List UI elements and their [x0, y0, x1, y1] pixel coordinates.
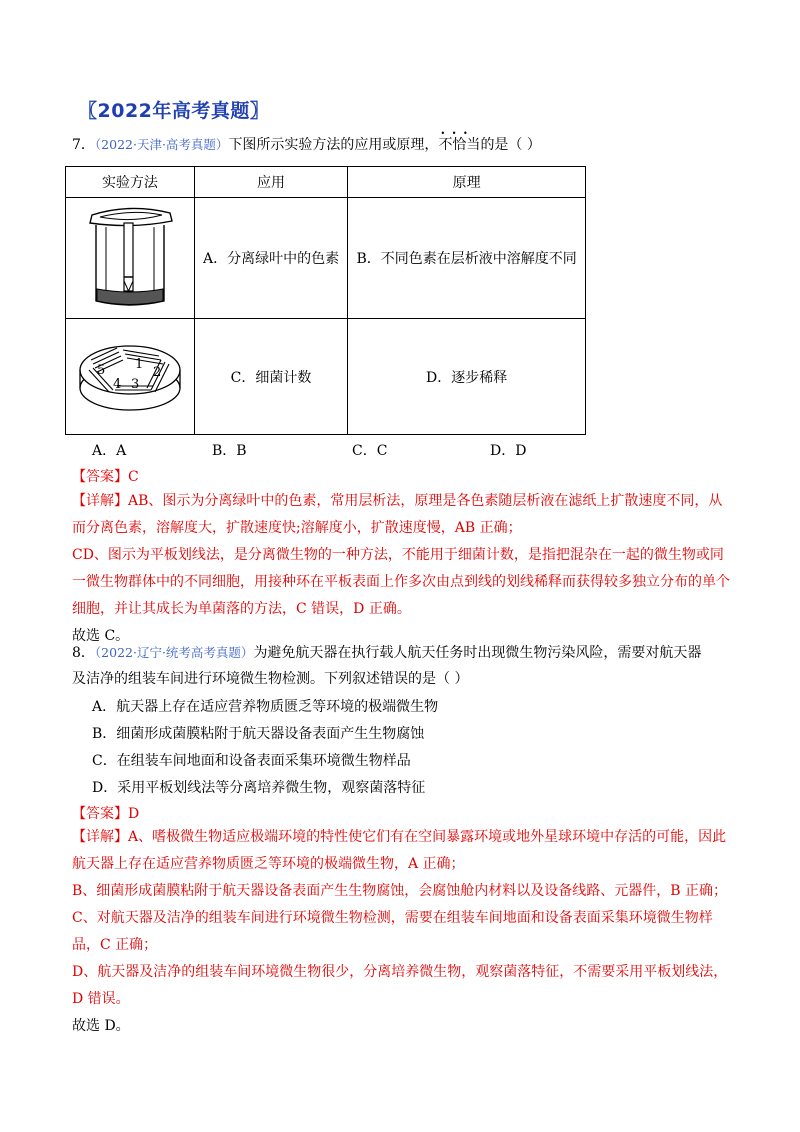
q7-answer: [72, 466, 139, 486]
table-header-row: [66, 167, 586, 198]
table-row: [66, 319, 586, 435]
q8-answer: [72, 803, 139, 823]
chromatography-beaker-figure: [80, 201, 180, 311]
explanation-paragraph: 【详解】AB、图示为分离绿叶中的色素，常用层析法，原理是各色素随层析液在滤纸上扩散速度不同，从而分离色素，溶解度大，扩散速度快;溶解度小，扩散速度慢，AB 正确；: [72, 493, 723, 536]
plate-zone-number: 1: [134, 356, 144, 372]
chromatography-figure-cell: [66, 198, 195, 319]
q7-stem-emphasis: • • • 不恰当: [438, 137, 480, 153]
q8-number: 8．: [72, 645, 95, 661]
table-header-application: 应用: [194, 167, 347, 198]
q8-stem: [72, 644, 701, 662]
q7-table: [65, 166, 586, 435]
explanation-paragraph: C、对航天器及洁净的组装车间进行环境微生物检测，需要在组装车间地面和设备表面采集环境微生物样品，C 正确；: [72, 910, 713, 953]
q7-choice-d: D．D: [490, 443, 527, 459]
principle-cell-b: B．不同色素在层析液中溶解度不同: [348, 198, 586, 319]
plate-zone-number: 2: [152, 364, 162, 380]
q7-explanation: [72, 488, 732, 650]
plate-zone-number: 5: [96, 362, 106, 378]
q7-choice-c: C．C: [352, 443, 388, 459]
q8-explanation: [72, 824, 732, 1040]
answer-value: D: [128, 806, 140, 822]
explanation-paragraph: D、航天器及洁净的组装车间环境微生物很少，分离培养微生物，观察菌落特征，不需要采用平板划线法，D 错误。: [72, 964, 728, 1007]
table-row: [66, 198, 586, 319]
explanation-paragraph: B、细菌形成菌膜粘附于航天器设备表面产生生物腐蚀，会腐蚀舱内材料以及设备线路、元器件，B 正确；: [72, 883, 728, 899]
answer-label: 【答案】: [72, 806, 128, 822]
q8-option-d: D．采用平板划线法等分离培养微生物，观察菌落特征: [92, 780, 426, 796]
q7-stem-before: 下图所示实验方法的应用或原理，: [228, 137, 439, 153]
streak-plate-figure-cell: [66, 319, 195, 435]
q8-option-b: B．细菌形成菌膜粘附于航天器设备表面产生生物腐蚀: [92, 726, 425, 742]
q8-source: （2022·辽宁·统考高考真题）: [94, 645, 254, 660]
q8-option-a: A．航天器上存在适应营养物质匮乏等环境的极端微生物: [92, 699, 439, 715]
explanation-paragraph: 【详解】A、嗜极微生物适应极端环境的特性使它们有在空间暴露环境或地外星球环境中存活的可能，因此航天器上存在适应营养物质匮乏等环境的极端微生物，A 正确；: [72, 829, 727, 872]
q7-choice-a: A．A: [92, 443, 127, 459]
q8-stem-line2: 及洁净的组装车间进行环境微生物检测。下列叙述错误的是（ ）: [72, 671, 469, 687]
table-header-method: 实验方法: [66, 167, 195, 198]
streak-plate-figure: [75, 330, 185, 420]
plate-zone-number: 3: [130, 376, 140, 392]
explanation-conclusion: 故选 D。: [72, 1018, 130, 1034]
answer-value: C: [128, 469, 139, 485]
q8-stem-line1: 为避免航天器在执行载人航天任务时出现微生物污染风险，需要对航天器: [253, 645, 702, 661]
principle-cell-d: D．逐步稀释: [348, 319, 586, 435]
table-header-principle: 原理: [348, 167, 586, 198]
application-cell-c: C．细菌计数: [194, 319, 347, 435]
explanation-conclusion: 故选 C。: [72, 628, 130, 644]
q7-stem-after: 的是（ ）: [480, 137, 541, 153]
q7-source: （2022·天津·高考真题）: [94, 137, 229, 152]
q7-number: 7．: [72, 137, 95, 153]
q8-option-c: C．在组装车间地面和设备表面采集环境微生物样品: [92, 753, 411, 769]
q7-stem: [72, 136, 541, 154]
plate-zone-number: 4: [112, 376, 122, 392]
application-cell-a: A．分离绿叶中的色素: [194, 198, 347, 319]
section-title: 〖2022年高考真题〗: [78, 100, 270, 122]
q7-choice-b: B．B: [212, 443, 247, 459]
answer-label: 【答案】: [72, 469, 128, 485]
explanation-paragraph: CD、图示为平板划线法，是分离微生物的一种方法，不能用于细菌计数，是指把混杂在一起的微生物或同一微生物群体中的不同细胞，用接种环在平板表面上作多次由点到线的划线稀释而获得较多独立分布的单个细胞，并让其成长为单菌落的方法，C 错误，D 正确。: [72, 547, 730, 617]
